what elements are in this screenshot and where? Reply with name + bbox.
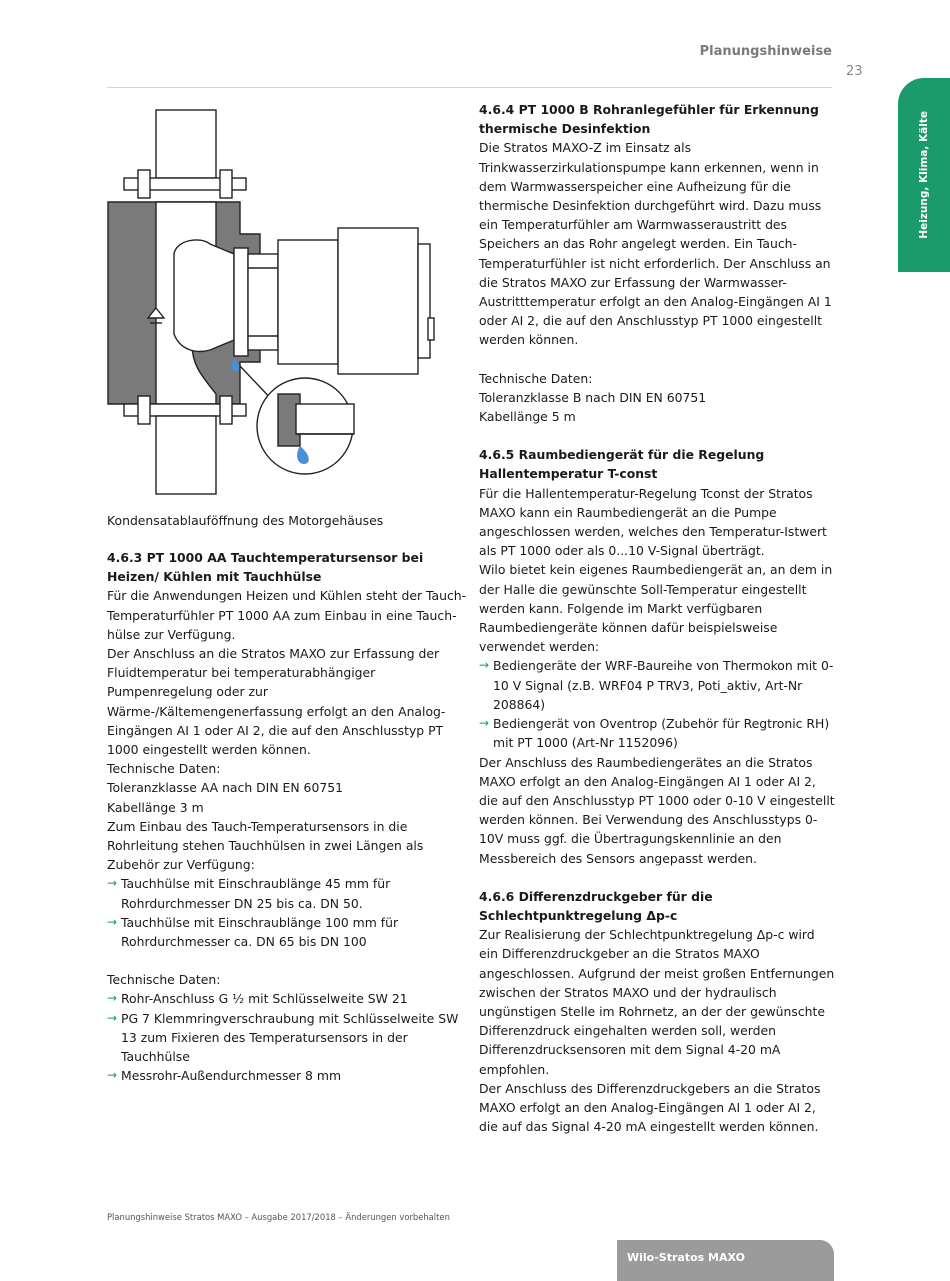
list-item: → Tauchhülse mit Einschraublänge 45 mm für Rohrdurchmesser DN 25 bis ca. DN 50. [107,876,391,911]
paragraph: Zum Einbau des Tauch-Temperatursensors in die Rohrleitung stehen Tauchhülsen in zwei Längen als Zubehör zur Verfügung: [107,818,424,873]
footer-text: Planungshinweise Stratos MAXO – Ausgabe 2017/2018 – Änderungen vorbehalten [107,1212,450,1222]
heading-4-6-4: 4.6.4 PT 1000 B Rohranlegefühler für Erkennung thermische Desinfektion [479,102,819,137]
arrow-right-icon: → [107,1068,118,1083]
arrow-right-icon: → [107,1010,118,1025]
footer-tab-label: Wilo-Stratos MAXO [627,1251,745,1264]
paragraph: Die Stratos MAXO-Z im Einsatz als Trinkwasserzirkulationspumpe kann erkennen, wenn in dem Warmwasserspeicher eine Aufheizung für die thermische Desinfektion durchgeführt wird. Dazu muss ein Temperaturfühler am Warmwasseraustritt des Speichers an das Rohr angelegt werden. Ein Tauch-Temperaturfühler ist nicht erforderlich. Der Anschluss an die Stratos MAXO zur Erfassung der Warmwasser-Austritttemperatur erfolgt an den Analog-Eingängen AI 1 oder AI 2, die auf den Anschlusstyp PT 1000 eingestellt werden können. [479,140,832,348]
arrow-right-icon: → [107,914,118,929]
list-item: → Tauchhülse mit Einschraublänge 100 mm für Rohrdurchmesser ca. DN 65 bis DN 100 [107,914,399,950]
heading-4-6-3: 4.6.3 PT 1000 AA Tauchtemperatursensor bei Heizen/ Kühlen mit Tauchhülse [107,550,424,585]
arrow-right-icon: → [479,658,490,673]
side-tab-label: Heizung, Klima, Kälte [918,111,930,239]
list-item: → Messrohr-Außendurchmesser 8 mm [107,1066,467,1085]
paragraph: Der Anschluss des Differenzdruckgebers an die Stratos MAXO erfolgt an den Analog-Eingängen AI 1 oder AI 2, die auf das Signal 4-20 mA eingestellt werden können. [479,1080,821,1135]
list-item: → PG 7 Klemmringverschraubung mit Schlüsselweite SW 13 zum Fixieren des Temperatursensors in der Tauchhülse [107,1010,459,1065]
paragraph: Zur Realisierung der Schlechtpunktregelung Δp-c wird ein Differenzdruckgeber an die Stratos MAXO angeschlossen. Aufgrund der meist großen Entfernungen zwischen der Stratos MAXO und der hydraulisch ungünstigen Stelle im Rohrnetz, an der der gewünschte Differenzdruck eingehalten werden soll, werden Differenzdrucksensoren mit dem Signal 4-20 mA empfohlen. [479,927,835,1077]
list-item: → Bediengeräte der WRF-Baureihe von Thermokon mit 0-10 V Signal (z.B. WRF04 P TRV3, Poti_aktiv, Art-Nr 208864) [479,658,834,712]
paragraph: Für die Anwendungen Heizen und Kühlen steht der Tauch-Temperaturfühler PT 1000 AA zum Einbau in eine Tauch-hülse zur Verfügung. [107,588,467,642]
paragraph: Der Anschluss an die Stratos MAXO zur Erfassung der Fluidtemperatur bei temperaturabhängiger Pumpenregelung oder zur Wärme-/Kältemengenerfassung erfolgt an den Analog-Eingängen AI 1 oder AI 2, die auf den Anschlusstyp PT 1000 eingestellt werden können. [107,646,446,758]
paragraph: Wilo bietet kein eigenes Raumbediengerät an, an dem in der Halle die gewünschte Soll-Temperatur eingestellt werden kann. Folgende im Markt verfügbaren Raumbediengeräte können dafür beispielsweise verwendet werden: [479,562,833,655]
left-column [107,548,467,1085]
paragraph: Für die Hallentemperatur-Regelung Tconst der Stratos MAXO kann ein Raumbediengerät an die Pumpe angeschlossen werden, welches den Temperatur-Istwert als PT 1000 oder als 0...10 V-Signal überträgt. [479,485,827,559]
list-item: → Bediengerät von Oventrop (Zubehör für Regtronic RH) mit PT 1000 (Art-Nr 1152096) [479,716,830,751]
page-header-title: Planungshinweise [699,44,832,59]
tech-data-line: Toleranzklasse AA nach DIN EN 60751 [107,780,343,796]
paragraph: Der Anschluss des Raumbediengerätes an die Stratos MAXO erfolgt an den Analog-Eingängen AI 1 oder AI 2, die auf den Anschlusstyp PT 1000 oder 0-10 V eingestellt werden können. Bei Verwendung des Anschlusstyps 0-10V muss ggf. die Übertragungskennlinie an den Messbereich des Sensors angepasst werden. [479,754,835,866]
heading-4-6-6: 4.6.6 Differenzdruckgeber für die Schlechtpunktregelung Δp-c [479,888,713,923]
tech-data-line: Kabellänge 5 m [479,409,576,425]
right-column [479,100,835,1136]
bullet-list [107,989,467,1085]
list-item: → Rohr-Anschluss G ½ mit Schlüsselweite SW 21 [107,989,467,1008]
arrow-right-icon: → [107,876,118,891]
tech-data-line: Toleranzklasse B nach DIN EN 60751 [479,389,707,405]
tech-data-label: Technische Daten: [107,972,221,988]
footer-product-tab [617,1240,834,1281]
tech-data-label: Technische Daten: [107,761,221,777]
tech-data-line: Kabellänge 3 m [107,799,204,815]
arrow-right-icon: → [107,991,118,1006]
header-rule [107,87,832,88]
side-section-tab[interactable] [898,78,950,272]
bullet-list [479,656,835,752]
page-number: 23 [846,64,863,79]
heading-4-6-5: 4.6.5 Raumbediengerät für die Regelung Hallentemperatur T-const [479,447,765,482]
pump-drawing [100,104,462,500]
bullet-list [107,874,467,951]
figure-caption: Kondensatablauföffnung des Motorgehäuses [107,513,384,528]
tech-data-label: Technische Daten: [479,370,593,386]
arrow-right-icon: → [479,716,490,731]
